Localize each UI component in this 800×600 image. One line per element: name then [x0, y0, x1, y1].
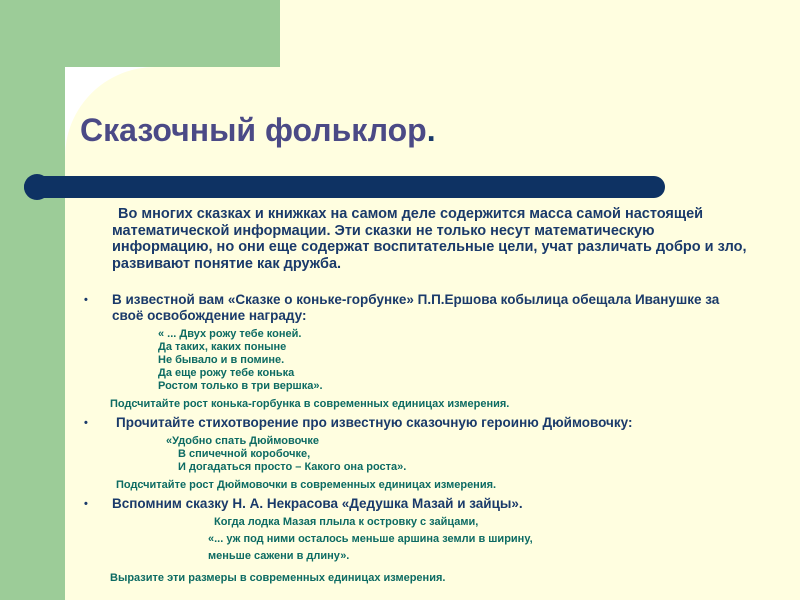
task-line-1: Подсчитайте рост конька-горбунка в современных единицах измерения.	[110, 398, 510, 411]
divider-bar	[24, 176, 665, 198]
verse-line: Да таких, каких поныне	[158, 341, 287, 354]
bullet-item-1	[78, 292, 748, 324]
verse-block-2	[166, 435, 748, 474]
left-green-band	[0, 0, 65, 600]
verse-line: Да еще рожу тебе конька	[158, 367, 295, 380]
verse-line: меньше сажени в длину».	[208, 550, 350, 563]
verse-block-1	[158, 328, 748, 393]
bullet-item-2	[78, 415, 748, 431]
slide-content	[78, 206, 748, 585]
task-line-3: Выразите эти размеры в современных единицах измерения.	[110, 572, 446, 585]
bullet-item-3	[78, 496, 748, 512]
bullet-text: Вспомним сказку Н. А. Некрасова «Дедушка Мазай и зайцы».	[112, 496, 523, 512]
verse-line: В спичечной коробочке,	[178, 448, 311, 461]
bullet-text: Прочитайте стихотворение про известную сказочную героиню Дюймовочку:	[116, 415, 633, 431]
top-green-band	[0, 0, 280, 67]
title-dot: .	[426, 112, 436, 148]
verse-line: Ростом только в три вершка».	[158, 380, 323, 393]
verse-line: И догадаться просто – Какого она роста».	[178, 461, 407, 474]
content-background-top	[280, 0, 800, 67]
intro-paragraph: Во многих сказках и книжках на самом деле содержится масса самой настоящей математической информации. Эти сказки не только несут математическую информацию, но они еще содержат воспитательные цели, учат различать добро и зло, развивают понятие как дружба.	[112, 206, 747, 272]
verse-line: Когда лодка Мазая плыла к островку с зайцами,	[214, 516, 479, 529]
bullet-icon: •	[84, 417, 88, 430]
verse-line: Не бывало и в помине.	[158, 354, 285, 367]
bullet-text: В известной вам «Сказке о коньке-горбунке» П.П.Ершова кобылица обещала Иванушке за своё освобождение награду:	[112, 292, 720, 324]
bullet-icon: •	[84, 294, 88, 307]
task-line-2: Подсчитайте рост Дюймовочки в современных единицах измерения.	[116, 479, 497, 492]
verse-line: «... уж под ними осталось меньше аршина земли в ширину,	[208, 533, 533, 546]
verse-line: « ... Двух рожу тебе коней.	[158, 328, 302, 341]
bullet-icon: •	[84, 498, 88, 511]
slide-title: Сказочный фольклор.	[80, 112, 436, 148]
verse-block-3	[208, 514, 748, 565]
verse-line: «Удобно спать Дюймовочке	[166, 435, 320, 448]
